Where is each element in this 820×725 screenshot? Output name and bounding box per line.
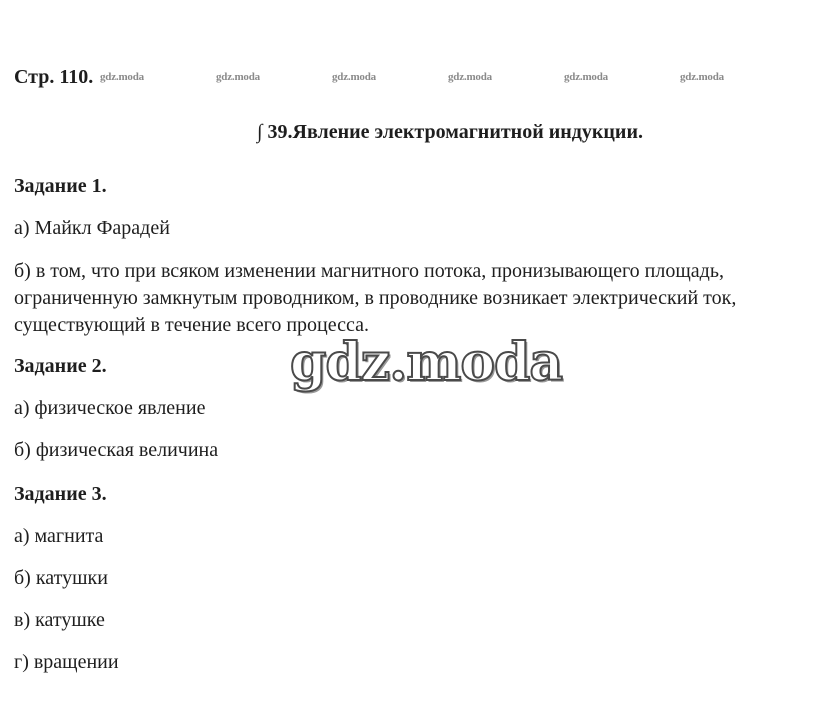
watermark-text: gdz.moda — [448, 71, 492, 83]
task-3-answer-a: а) магнита — [14, 525, 104, 547]
task-2-title: Задание 2. — [14, 355, 107, 377]
watermark-text: gdz.moda — [680, 71, 724, 83]
section-title: ∫ 39.Явление электромагнитной индукции. — [257, 121, 643, 143]
watermark-logo: gdz.moda — [290, 332, 563, 393]
task-1-answer-a: а) Майкл Фарадей — [14, 217, 170, 239]
task-2-answer-b: б) физическая величина — [14, 439, 219, 461]
task-3-answer-c: в) катушке — [14, 609, 105, 631]
watermark-text: gdz.moda — [564, 71, 608, 83]
watermark-text: gdz.moda — [332, 71, 376, 83]
task-3-title: Задание 3. — [14, 483, 107, 505]
watermark-text: gdz.moda — [216, 71, 260, 83]
task-1-answer-b: б) в том, что при всяком изменении магнитного потока, пронизывающего площадь, ограниченную замкнутым проводником, в проводнике возникает электрический ток, существующий в течение всего процесса. — [14, 260, 737, 336]
task-3-answer-b: б) катушки — [14, 567, 108, 589]
watermark-text: gdz.moda — [100, 71, 144, 83]
task-1-title: Задание 1. — [14, 175, 107, 197]
task-3-answer-d: г) вращении — [14, 651, 119, 673]
page-label: Стр. 110. — [14, 66, 94, 88]
task-2-answer-a: а) физическое явление — [14, 397, 206, 419]
